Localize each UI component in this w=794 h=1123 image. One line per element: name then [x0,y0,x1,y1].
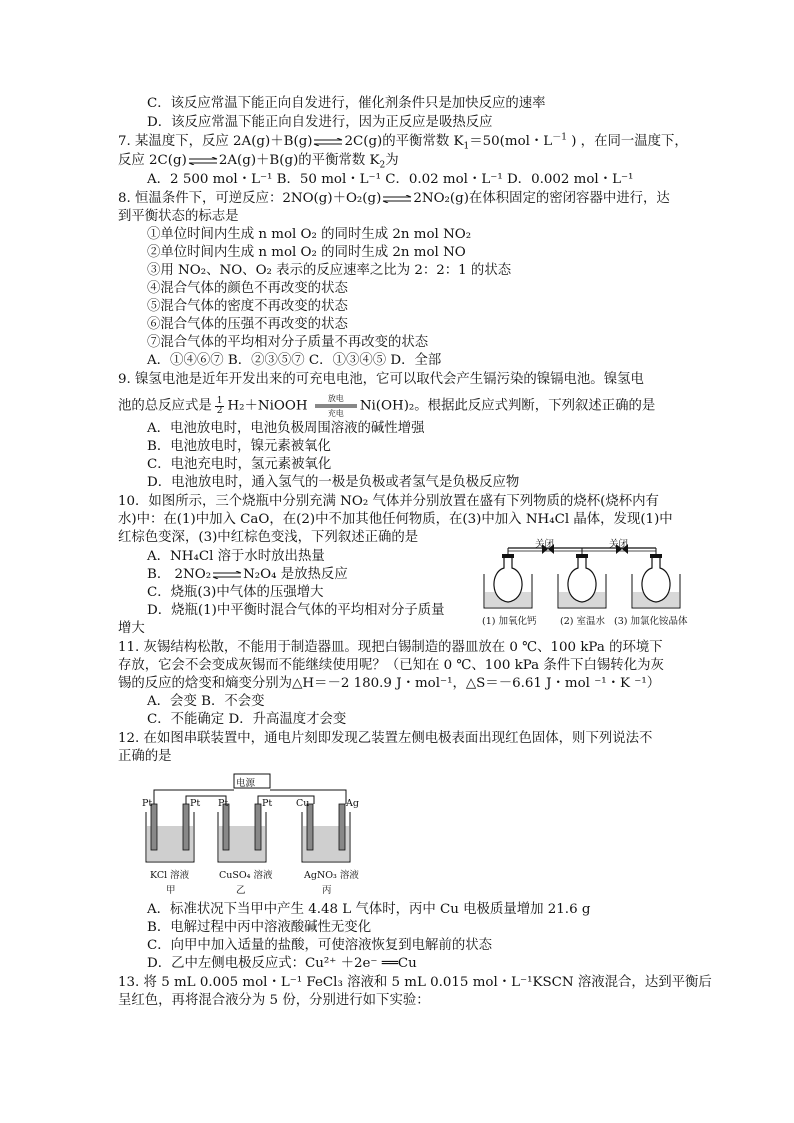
q7-text-f: 2A(g)＋B(g)的平衡常数 K [218,153,380,168]
electrode-label-3: Pt [218,798,229,809]
q8-line1 [118,190,670,208]
q8-options: A．①④⑥⑦ B．②③⑤⑦ C．①③④⑤ D．全部 [147,353,442,368]
q9-option-a: A．电池放电时，电池负极周围溶液的碱性增强 [147,421,425,436]
electrode-label-2: Pt [190,798,201,809]
equilibrium-arrow-icon [382,195,412,203]
q9-text-c: Ni(OH)₂。根据此反应式判断，下列叙述正确的是 [359,398,656,414]
q9-option-c: C．电池充电时，氢元素被氧化 [147,457,332,472]
q8-item-1: ①单位时间内生成 n mol O₂ 的同时生成 2n mol NO₂ [147,227,472,242]
q8-line2: 到平衡状态的标志是 [118,209,239,224]
equilibrium-arrow-icon [188,157,218,165]
q9-text-a: 池的总反应式是 [118,398,212,414]
flask-caption-1: (1) 加氧化钙 [482,616,537,627]
equilibrium-arrow-icon [212,571,242,579]
q9-option-b: B．电池放电时，镍元素被氧化 [147,439,331,454]
q12-line1: 12. 在如图串联装置中，通电片刻即发现乙装置左侧电极表面出现红色固体，则下列说法不 [118,731,653,746]
q7-options: A．2 500 mol・L⁻¹ B．50 mol・L⁻¹ C．0.02 mol・L⁻¹ D．0.002 mol・L⁻¹ [147,172,634,187]
q10-line3: 红棕色变深，(3)中红棕色变浅，下列叙述正确的是 [118,530,419,545]
valve-label-2: 关闭 [609,539,629,550]
q8-item-5: ⑤混合气体的密度不再改变的状态 [147,299,348,314]
q7-line2 [118,152,399,170]
cell-name-2: 乙 [236,885,246,896]
valve-label-1: 关闭 [535,539,555,550]
q7-line1 [118,133,688,151]
q10-option-d: D．烧瓶(1)中平衡时混合气体的平均相对分子质量 [147,603,445,618]
equilibrium-arrow-icon [313,138,343,146]
q10-option-b: B． 2NO₂ N₂O₄ 是放热反应 [147,567,348,582]
q7-text-e: 反应 2C(g) [118,153,187,168]
discharge-charge-arrow: 放电 充电 [314,394,358,418]
q8-item-2: ②单位时间内生成 n mol O₂ 的同时生成 2n mol NO [147,245,466,260]
q8-item-4: ④混合气体的颜色不再改变的状态 [147,281,348,296]
cell-name-3: 丙 [322,885,332,896]
q13-line1: 13. 将 5 mL 0.005 mol・L⁻¹ FeCl₃ 溶液和 5 mL 0.015 mol・L⁻¹KSCN 溶液混合，达到平衡后 [118,975,712,990]
k2-subscript: 2 [379,160,386,171]
q8-item-6: ⑥混合气体的压强不再改变的状态 [147,317,348,332]
q10-option-d-cont: 增大 [118,621,145,636]
q11-options-2: C．不能确定 D．升高温度才会变 [147,712,347,727]
flask-caption-3: (3) 加氯化铵晶体 [614,616,688,627]
q9-line1: 9. 镍氢电池是近年开发出来的可充电电池，它可以取代会产生镉污染的镍镉电池。镍氢电 [118,372,644,387]
electrode-label-4: Pt [262,798,273,809]
q12-option-a: A．标准状况下当甲中产生 4.48 L 气体时，丙中 Cu 电极质量增加 21.6 g [147,902,591,917]
solution-label-1: KCl 溶液 [150,870,190,881]
q8-item-3: ③用 NO₂、NO、O₂ 表示的反应速率之比为 2：2：1 的状态 [147,263,512,278]
q7-text-b: 2C(g)的平衡常数 K [344,134,464,149]
solution-label-2: CuSO₄ 溶液 [219,870,273,881]
power-supply-label: 电源 [236,778,256,789]
q13-line2: 呈红色，再将混合液分为 5 份，分别进行如下实验： [118,993,430,1008]
flask-caption-2: (2) 室温水 [560,616,605,627]
q10-option-c: C．烧瓶(3)中气体的压强增大 [147,585,324,600]
q7-exponent: －1 [552,132,567,143]
q9-text-b: H₂＋NiOOH [227,398,308,414]
q10-line1: 10．如图所示，三个烧瓶中分别充满 NO₂ 气体并分别放置在盛有下列物质的烧杯(烧杯内有 [118,494,659,509]
q11-line1: 11. 灰锡结构松散，不能用于制造器皿。现把白锡制造的器皿放在 0 ℃、100 kPa 的环境下 [118,640,663,655]
q10-option-a: A．NH₄Cl 溶于水时放出热量 [147,549,325,564]
q12-option-b: B．电解过程中丙中溶液酸碱性无变化 [147,920,372,935]
q6-option-d: D．该反应常温下能正向自发进行，因为正反应是吸热反应 [147,115,493,130]
electrode-label-5: Cu [296,798,310,809]
q7-text-d: ) ，在同一温度下， [566,134,688,149]
q8-text-b: 2NO₂(g)在体积固定的密闭容器中进行，达 [413,191,670,206]
q9-option-d: D．电池放电时，通入氢气的一极是负极或者氢气是负极反应物 [147,475,520,490]
q12-option-c: C．向甲中加入适量的盐酸，可使溶液恢复到电解前的状态 [147,938,493,953]
q6-option-c: C．该反应常温下能正向自发进行，催化剂条件只是加快反应的速率 [147,96,546,111]
electrode-label-1: Pt [142,798,153,809]
k1-subscript: 1 [463,141,470,152]
one-half-fraction: $\frac{1}{2}$ [216,395,223,416]
q11-line3: 锡的反应的焓变和熵变分别为△H＝－2 180.9 J・mol⁻¹，△S＝－6.61 J・mol ⁻¹・K ⁻¹） [118,676,661,691]
q11-line2: 存放，它会不会变成灰锡而不能继续使用呢？（已知在 0 ℃、100 kPa 条件下白锡转化为灰 [118,658,664,673]
q8-item-7: ⑦混合气体的平均相对分子质量不再改变的状态 [147,335,429,350]
cell-name-1: 甲 [166,885,176,896]
q7-text-g: 为 [385,153,399,168]
q7-text-a: 7. 某温度下，反应 2A(g)＋B(g) [118,134,313,149]
q9-line2 [118,394,655,418]
q10-line2: 水)中：在(1)中加入 CaO，在(2)中不加其他任何物质，在(3)中加入 NH₄Cl 晶体，发现(1)中 [118,512,673,527]
q7-text-c: ＝50(mol・L [469,134,553,149]
q8-text-a: 8. 恒温条件下，可逆反应：2NO(g)＋O₂(g) [118,191,382,206]
electrode-label-6: Ag [346,798,359,809]
q12-option-d: D．乙中左侧电极反应式：Cu²⁺ ＋2e⁻ ══Cu [147,956,417,971]
solution-label-3: AgNO₃ 溶液 [304,870,359,881]
q11-options-1: A．会变 B．不会变 [147,694,265,709]
q12-line2: 正确的是 [118,749,172,764]
